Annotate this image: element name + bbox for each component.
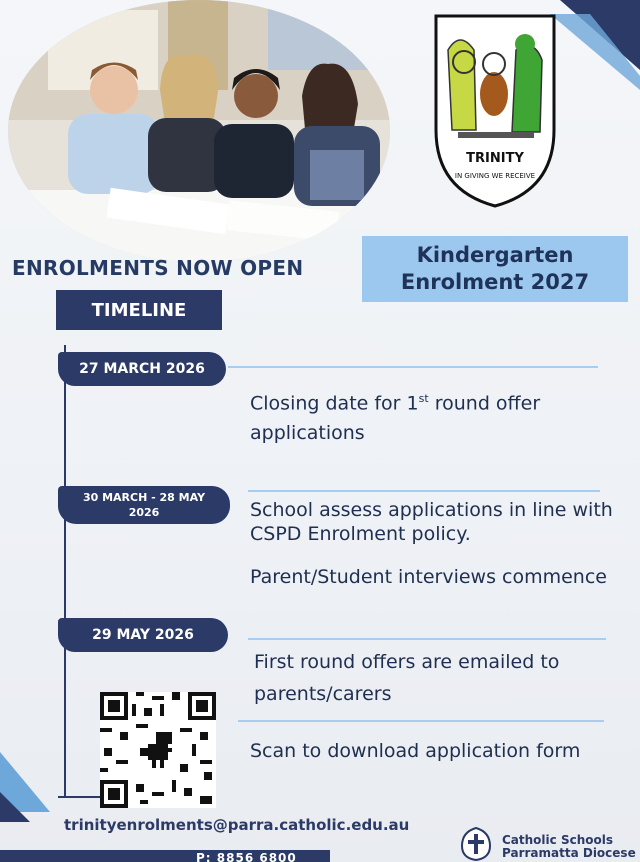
enrolments-open-heading: ENROLMENTS NOW OPEN <box>12 256 304 280</box>
timeline-label: TIMELINE <box>56 290 222 330</box>
timeline-vertical-line <box>64 345 66 798</box>
crest-motto: IN GIVING WE RECEIVE <box>454 172 536 180</box>
teacher-with-students-photo <box>8 0 390 262</box>
step-interviews-text: Parent/Student interviews commence <box>250 566 607 588</box>
divider <box>248 490 600 492</box>
step-offers-text: First round offers are emailed to parents/carers <box>254 651 560 705</box>
date-text-line2: 2026 <box>128 506 160 519</box>
cs-line2: Parramatta Diocese <box>502 846 636 860</box>
date-pill-assessment <box>58 486 230 524</box>
corner-decoration-top-right <box>550 0 640 90</box>
divider <box>228 366 598 368</box>
contact-email-link[interactable]: trinityenrolments@parra.catholic.edu.au <box>64 816 410 834</box>
crest-name: TRINITY <box>466 151 524 166</box>
kindergarten-enrolment-box <box>362 236 628 302</box>
step-closing-text: Closing date for 1st round offer applications <box>250 392 541 445</box>
trinity-crest-logo <box>430 10 560 210</box>
kindergarten-line: Kindergarten <box>416 243 574 267</box>
enrolment-year-line: Enrolment 2027 <box>400 270 590 294</box>
step-assessment-text: School assess applications in line with CSPD Enrolment policy. <box>250 499 613 545</box>
catholic-schools-parramatta-logo-text <box>502 834 636 860</box>
cs-line1: Catholic Schools <box>502 833 613 847</box>
date-text-line1: 30 MARCH - 28 MAY <box>82 491 206 504</box>
date-pill-offers <box>58 618 228 652</box>
corner-decoration-bottom-left <box>0 752 60 822</box>
date-pill-closing <box>58 352 226 386</box>
divider <box>238 720 604 722</box>
catholic-schools-cross-icon <box>458 826 494 862</box>
divider <box>248 638 606 640</box>
application-form-qr-code[interactable] <box>100 692 216 808</box>
date-text: 27 MARCH 2026 <box>79 361 205 377</box>
date-text: 29 MAY 2026 <box>92 627 194 643</box>
phone-bar <box>0 850 330 862</box>
scan-instruction-text: Scan to download application form <box>250 740 581 762</box>
phone-number: P: 8856 6800 <box>196 851 297 862</box>
timeline-end-tick <box>58 796 102 798</box>
